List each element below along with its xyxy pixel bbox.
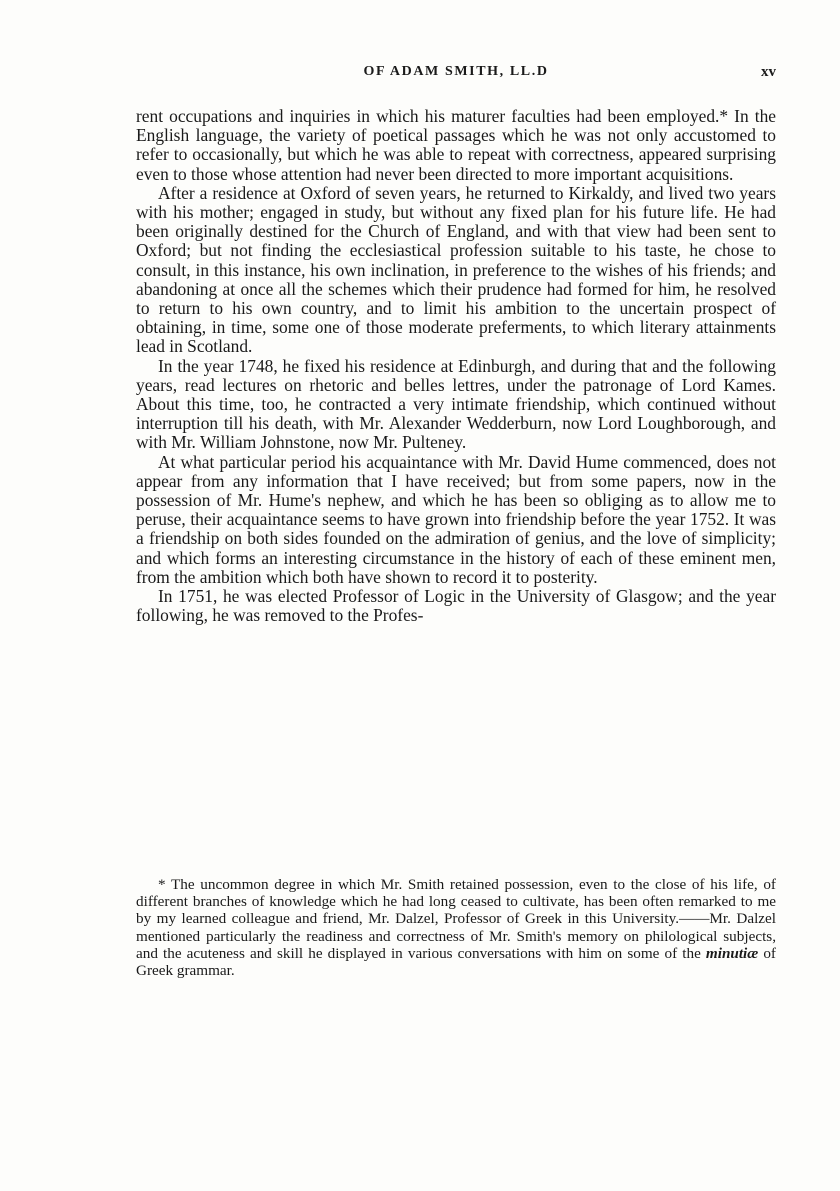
footnote-text-before: * The uncommon degree in which Mr. Smith retained possession, even to the close of his life, of different branches of knowledge which he had long ceased to cultivate, has been often remarked to me by my learned colleague and friend, Mr. Dalzel, Professor of Greek in this University.——Mr. Dalzel mentioned particularly the readiness and correctness of Mr. Smith's memory on philological subjects, and the acuteness and skill he displayed in various conversations with him on some of the xyxy=(136,876,776,962)
footnote-italic: minutiæ xyxy=(705,944,759,962)
body-text xyxy=(136,107,776,625)
paragraph-oxford: After a residence at Oxford of seven years, he returned to Kirkaldy, and lived two years with his mother; engaged in study, but without any fixed plan for his future life. He had been originally destined for the Church of England, and with that view had been sent to Oxford; but not finding the ecclesiastical profession suitable to his taste, he chose to consult, in this instance, his own inclination, in preference to the wishes of his friends; and abandoning at once all the schemes which their prudence had formed for him, he resolved to return to his own country, and to limit his ambition to the uncertain prospect of obtaining, in time, some one of those moderate preferments, to which literary attainments lead in Scotland. xyxy=(136,182,776,357)
paragraph-edinburgh: In the year 1748, he fixed his residence at Edinburgh, and during that and the following years, read lectures on rhetoric and belles lettres, under the patronage of Lord Kames. About this time, too, he contracted a very intimate friendship, which continued without interruption till his death, with Mr. Alexander Wedderburn, now Lord Loughborough, and with Mr. William Johnstone, now Mr. Pulteney. xyxy=(136,355,776,453)
footnote xyxy=(136,876,776,979)
paragraph-hume: At what particular period his acquaintance with Mr. David Hume commenced, does not appear from any information that I have received; but from some papers, now in the possession of Mr. Hume's nephew, and which he has been so obliging as to allow me to peruse, their acquaintance seems to have grown into friendship before the year 1752. It was a friendship on both sides founded on the admiration of genius, and the love of simplicity; and which forms an interesting circumstance in the history of each of these eminent men, from the ambition which both have shown to record it to posterity. xyxy=(136,451,776,587)
footnote-text-after: of Greek grammar. xyxy=(136,944,776,980)
page-number: xv xyxy=(761,64,776,80)
paragraph-continued: rent occupations and inquiries in which his maturer faculties had been employed.* In the English language, the variety of poetical passages which he was not only accustomed to refer to occasionally, but which he was able to repeat with correctness, appeared surprising even to those whose attention had never been directed to more important acquisitions. xyxy=(136,106,776,184)
running-head xyxy=(136,64,776,86)
running-title: OF ADAM SMITH, LL.D xyxy=(363,64,549,79)
paragraph-glasgow: In 1751, he was elected Professor of Logic in the University of Glasgow; and the year following, he was removed to the Profes- xyxy=(136,586,776,626)
